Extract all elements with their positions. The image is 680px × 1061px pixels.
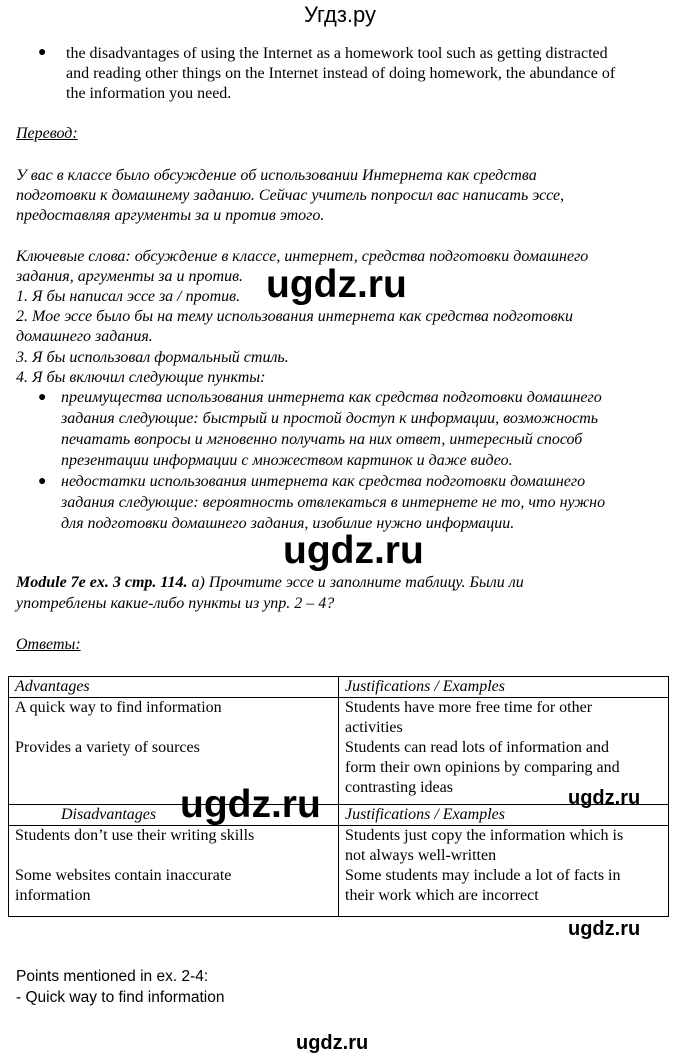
bullet-dot-icon: ● <box>38 474 47 489</box>
ru-bullet-1-line-2: задания следующие: быстрый и простой доступ к информации, возможность <box>61 410 599 427</box>
dis-just-2-line-1: Some students may include a lot of facts in <box>345 867 621 884</box>
adv-1: A quick way to find information <box>15 699 222 716</box>
watermark-logo: ugdz.ru <box>180 783 321 826</box>
adv-just-2-line-3: contrasting ideas <box>345 779 453 796</box>
watermark-logo: ugdz.ru <box>266 263 407 306</box>
adv-just-2-line-1: Students can read lots of information and <box>345 739 609 756</box>
top-bullet-line-3: the information you need. <box>66 85 232 102</box>
dis-2-line-2: information <box>15 887 91 904</box>
disadvantages-cell <box>9 826 339 917</box>
top-bullet-line-1: the disadvantages of using the Internet as a homework tool such as getting distracted <box>66 45 608 62</box>
adv-2: Provides a variety of sources <box>15 739 200 756</box>
adv-just-1-line-1: Students have more free time for other <box>345 699 593 716</box>
dis-2-line-1: Some websites contain inaccurate <box>15 867 232 884</box>
dis-just-1-line-1: Students just copy the information which is <box>345 827 624 844</box>
table-header-row <box>9 677 669 698</box>
bullet-dot-icon: ● <box>38 45 47 60</box>
ru-bullet-2-line-3: для подготовки домашнего задания, изобилие нужно информации. <box>61 515 515 532</box>
advantages-header: Advantages <box>9 677 339 698</box>
module-task-line-1 <box>16 573 524 593</box>
module-task-line-2: употреблены какие-либо пункты из упр. 2 – 4? <box>16 595 335 612</box>
points-heading: Points mentioned in ex. 2-4: <box>16 968 209 985</box>
watermark-logo: ugdz.ru <box>283 529 424 572</box>
translation-para-line-3: предоставляя аргументы за и против этого. <box>16 207 325 224</box>
translation-para-line-2: подготовки к домашнему заданию. Сейчас учитель попросил вас написать эссе, <box>16 187 565 204</box>
disadvantages-header: Disadvantages <box>9 805 339 826</box>
translation-heading: Перевод: <box>16 125 78 142</box>
bullet-dot-icon: ● <box>38 390 47 405</box>
ru-bullet-1-line-4: презентации информации с множеством картинок и даже видео. <box>61 452 513 469</box>
item-4: 4. Я бы включил следующие пункты: <box>16 369 266 386</box>
dis-justification-cell <box>339 826 669 917</box>
watermark-logo: ugdz.ru <box>568 918 641 940</box>
dis-just-1-line-2: not always well-written <box>345 847 497 864</box>
dis-1: Students don’t use their writing skills <box>15 827 255 844</box>
module-text: а) Прочтите эссе и заполните таблицу. Были ли <box>187 574 524 591</box>
watermark-logo: ugdz.ru <box>296 1032 369 1054</box>
site-title: Угдз.ру <box>303 2 377 27</box>
item-3: 3. Я бы использовал формальный стиль. <box>16 349 289 366</box>
module-label: Module 7e ex. 3 стр. 114. <box>16 574 188 591</box>
table-row <box>9 826 669 917</box>
spacer <box>15 758 332 778</box>
item-2: 2. Мое эссе было бы на тему использования интернета как средства подготовки <box>16 308 574 325</box>
justifications-header: Justifications / Examples <box>339 677 669 698</box>
keywords-line-2: задания, аргументы за и против. <box>16 268 244 285</box>
dis-just-2-line-2: their work which are incorrect <box>345 887 539 904</box>
ru-bullet-1-line-1: преимущества использования интернета как средства подготовки домашнего <box>61 389 602 406</box>
spacer <box>15 846 332 866</box>
points-item-1: - Quick way to find information <box>16 989 225 1006</box>
ru-bullet-2-line-2: задания следующие: вероятность отвлекаться в интернете не то, что нужно <box>61 494 606 511</box>
spacer <box>15 718 332 738</box>
answers-heading: Ответы: <box>16 636 81 653</box>
dis-justifications-header: Justifications / Examples <box>339 805 669 826</box>
ru-bullet-1-line-3: печатать вопросы и мгновенно получать на них ответ, интересный способ <box>61 431 583 448</box>
item-2-cont: домашнего задания. <box>16 328 153 345</box>
watermark-logo: ugdz.ru <box>568 787 641 809</box>
translation-para-line-1: У вас в классе было обсуждение об использовании Интернета как средства <box>16 167 537 184</box>
top-bullet-line-2: and reading other things on the Internet instead of doing homework, the abundance of <box>66 65 616 82</box>
ru-bullet-2-line-1: недостатки использования интернета как средства подготовки домашнего <box>61 473 586 490</box>
item-1: 1. Я бы написал эссе за / против. <box>16 288 241 305</box>
adv-just-1-line-2: activities <box>345 719 403 736</box>
adv-just-2-line-2: form their own opinions by comparing and <box>345 759 620 776</box>
keywords-line-1: Ключевые слова: обсуждение в классе, интернет, средства подготовки домашнего <box>16 248 589 265</box>
